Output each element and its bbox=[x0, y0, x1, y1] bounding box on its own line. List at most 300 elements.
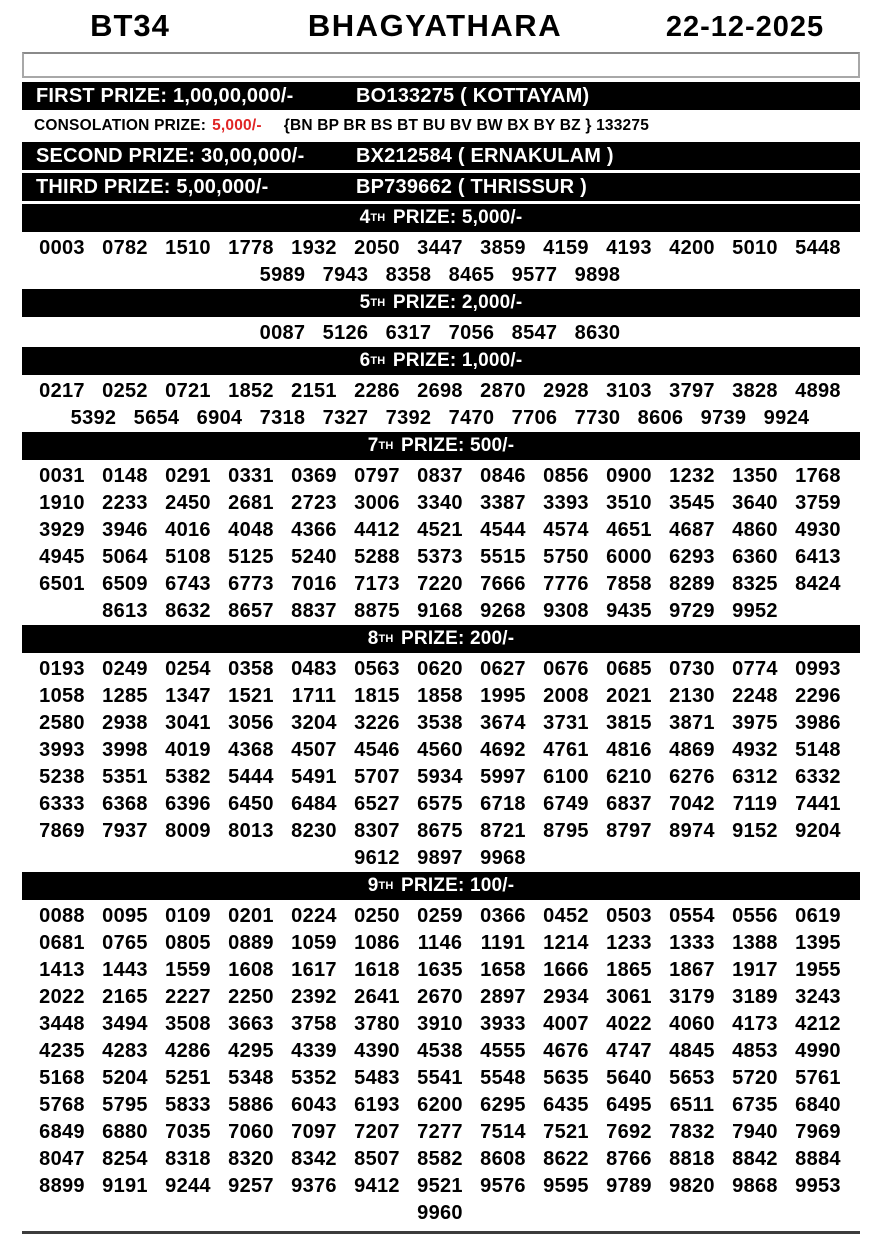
prize-number: 6837 bbox=[606, 793, 652, 815]
prize-number: 0193 bbox=[39, 658, 85, 680]
prize-number: 1214 bbox=[543, 932, 589, 954]
prize-number: 0331 bbox=[228, 465, 274, 487]
prize-number: 6450 bbox=[228, 793, 274, 815]
prize-number: 6509 bbox=[102, 573, 148, 595]
prize-number: 3929 bbox=[39, 519, 85, 541]
prize-number: 6840 bbox=[795, 1094, 841, 1116]
prize-number: 6333 bbox=[39, 793, 85, 815]
prize-number-row bbox=[0, 791, 880, 818]
prize-number: 9897 bbox=[417, 847, 463, 869]
prize-number: 0846 bbox=[480, 465, 526, 487]
prize-number: 3758 bbox=[291, 1013, 337, 1035]
prize-number: 8842 bbox=[732, 1148, 778, 1170]
prize-number: 6484 bbox=[291, 793, 337, 815]
prize-number: 2151 bbox=[291, 380, 337, 402]
prize-number: 6904 bbox=[196, 407, 243, 429]
prize-number: 1333 bbox=[669, 932, 715, 954]
prize-number: 6210 bbox=[606, 766, 652, 788]
prize-number: 7692 bbox=[606, 1121, 652, 1143]
prize-number: 4390 bbox=[354, 1040, 400, 1062]
prize-number: 4692 bbox=[480, 739, 526, 761]
prize-number: 0782 bbox=[102, 237, 148, 259]
prize-number: 4761 bbox=[543, 739, 589, 761]
prize-number: 9168 bbox=[417, 600, 463, 622]
prize-number: 6293 bbox=[669, 546, 715, 568]
prize-number-row bbox=[0, 764, 880, 791]
prize-number: 4853 bbox=[732, 1040, 778, 1062]
prize-number: 7832 bbox=[669, 1121, 715, 1143]
prize-number: 4173 bbox=[732, 1013, 778, 1035]
prize-number: 0889 bbox=[228, 932, 274, 954]
prize-number: 4932 bbox=[732, 739, 778, 761]
prize-number: 2938 bbox=[102, 712, 148, 734]
prize-number: 7097 bbox=[291, 1121, 337, 1143]
title-bar bbox=[0, 8, 880, 50]
prize-section-header: 9 TH PRIZE: 100/- bbox=[22, 872, 860, 900]
prize-number: 0837 bbox=[417, 465, 463, 487]
prize-number: 4007 bbox=[543, 1013, 589, 1035]
prize-number: 4869 bbox=[669, 739, 715, 761]
prize-number: 5483 bbox=[354, 1067, 400, 1089]
bottom-divider bbox=[22, 1231, 860, 1234]
prize-number: 3387 bbox=[480, 492, 526, 514]
prize-number: 4845 bbox=[669, 1040, 715, 1062]
prize-number: 6718 bbox=[480, 793, 526, 815]
prize-number: 5352 bbox=[291, 1067, 337, 1089]
prize-number: 8342 bbox=[291, 1148, 337, 1170]
prize-number: 1233 bbox=[606, 932, 652, 954]
prize-number: 4295 bbox=[228, 1040, 274, 1062]
prize-number-row bbox=[0, 1146, 880, 1173]
prize-number: 3986 bbox=[795, 712, 841, 734]
prize-number: 0856 bbox=[543, 465, 589, 487]
prize-number: 6849 bbox=[39, 1121, 85, 1143]
prize-number: 5515 bbox=[480, 546, 526, 568]
prize-number: 3510 bbox=[606, 492, 652, 514]
prize-number: 9924 bbox=[763, 407, 810, 429]
prize-number: 7706 bbox=[511, 407, 558, 429]
prize-number: 2934 bbox=[543, 986, 589, 1008]
prize-number: 4651 bbox=[606, 519, 652, 541]
prize-number: 8837 bbox=[291, 600, 337, 622]
prize-ordinal: 4 bbox=[359, 207, 371, 228]
prize-number: 0685 bbox=[606, 658, 652, 680]
prize-ordinal: 7 bbox=[367, 435, 379, 456]
prize-number: 1910 bbox=[39, 492, 85, 514]
prize-ordinal: 8 bbox=[367, 628, 379, 649]
prize-number: 0620 bbox=[417, 658, 463, 680]
prize-number: 1285 bbox=[102, 685, 148, 707]
prize-number: 0095 bbox=[102, 905, 148, 927]
prize-number: 3859 bbox=[480, 237, 526, 259]
prize-number: 4747 bbox=[606, 1040, 652, 1062]
prize-number: 0249 bbox=[102, 658, 148, 680]
prize-number: 3674 bbox=[480, 712, 526, 734]
prize-number: 0774 bbox=[732, 658, 778, 680]
prize-number: 3663 bbox=[228, 1013, 274, 1035]
prize-number: 3828 bbox=[732, 380, 778, 402]
prize-number: 1778 bbox=[228, 237, 274, 259]
prize-number-row bbox=[0, 737, 880, 764]
prize-number: 3006 bbox=[354, 492, 400, 514]
prize-number: 3815 bbox=[606, 712, 652, 734]
prize-section-header: 8 TH PRIZE: 200/- bbox=[22, 625, 860, 653]
third-prize-bar bbox=[22, 173, 860, 201]
prize-number: 4990 bbox=[795, 1040, 841, 1062]
prize-number: 5064 bbox=[102, 546, 148, 568]
prize-number: 2250 bbox=[228, 986, 274, 1008]
prize-number-row bbox=[0, 1065, 880, 1092]
prize-number: 0503 bbox=[606, 905, 652, 927]
prize-number: 3871 bbox=[669, 712, 715, 734]
prize-number: 5125 bbox=[228, 546, 274, 568]
prize-number: 6511 bbox=[669, 1094, 715, 1116]
prize-number: 0366 bbox=[480, 905, 526, 927]
prize-number: 0254 bbox=[165, 658, 211, 680]
prize-sections bbox=[0, 204, 880, 1227]
prize-number: 2050 bbox=[354, 237, 400, 259]
prize-number: 5548 bbox=[480, 1067, 526, 1089]
prize-number: 8582 bbox=[417, 1148, 463, 1170]
prize-number: 4574 bbox=[543, 519, 589, 541]
prize-number: 1865 bbox=[606, 959, 652, 981]
third-prize-winner: BP739662 ( THRISSUR ) bbox=[356, 175, 587, 198]
second-prize-bar bbox=[22, 142, 860, 170]
prize-number: 8307 bbox=[354, 820, 400, 842]
prize-number: 8254 bbox=[102, 1148, 148, 1170]
prize-number: 0619 bbox=[795, 905, 841, 927]
prize-number: 1232 bbox=[669, 465, 715, 487]
prize-number: 5238 bbox=[39, 766, 85, 788]
prize-number: 7441 bbox=[795, 793, 841, 815]
prize-number: 8606 bbox=[637, 407, 684, 429]
prize-number-row bbox=[0, 818, 880, 845]
prize-number: 1086 bbox=[354, 932, 400, 954]
prize-number: 2165 bbox=[102, 986, 148, 1008]
prize-number-row bbox=[0, 320, 880, 347]
second-prize-label: SECOND PRIZE: 30,00,000/- bbox=[36, 144, 305, 167]
prize-number: 6743 bbox=[165, 573, 211, 595]
prize-number: 1815 bbox=[354, 685, 400, 707]
prize-number: 1521 bbox=[228, 685, 274, 707]
prize-number: 4538 bbox=[417, 1040, 463, 1062]
prize-number: 2450 bbox=[165, 492, 211, 514]
first-prize-winner: BO133275 ( KOTTAYAM) bbox=[356, 84, 590, 107]
prize-number: 7318 bbox=[259, 407, 306, 429]
prize-number: 5833 bbox=[165, 1094, 211, 1116]
prize-number: 3204 bbox=[291, 712, 337, 734]
prize-number: 1768 bbox=[795, 465, 841, 487]
prize-number: 9412 bbox=[354, 1175, 400, 1197]
prize-number: 6413 bbox=[795, 546, 841, 568]
prize-number: 7035 bbox=[165, 1121, 211, 1143]
prize-number: 6317 bbox=[385, 322, 432, 344]
prize-number-row bbox=[0, 544, 880, 571]
prize-number: 0087 bbox=[259, 322, 306, 344]
prize-number: 1395 bbox=[795, 932, 841, 954]
prize-number: 9191 bbox=[102, 1175, 148, 1197]
prize-number: 8547 bbox=[511, 322, 558, 344]
prize-number-row bbox=[0, 984, 880, 1011]
prize-number: 4544 bbox=[480, 519, 526, 541]
prize-number: 6276 bbox=[669, 766, 715, 788]
prize-number: 8613 bbox=[102, 600, 148, 622]
prize-amount-label: PRIZE: 2,000/- bbox=[387, 292, 523, 313]
prize-number: 6200 bbox=[417, 1094, 463, 1116]
prize-number: 2580 bbox=[39, 712, 85, 734]
prize-number: 1559 bbox=[165, 959, 211, 981]
prize-ordinal: 6 bbox=[359, 350, 371, 371]
prize-number: 9521 bbox=[417, 1175, 463, 1197]
prize-number: 7042 bbox=[669, 793, 715, 815]
prize-number: 7943 bbox=[322, 264, 369, 286]
prize-number: 5288 bbox=[354, 546, 400, 568]
prize-number: 1917 bbox=[732, 959, 778, 981]
prize-number: 8358 bbox=[385, 264, 432, 286]
prize-number: 7730 bbox=[574, 407, 621, 429]
prize-number: 5010 bbox=[732, 237, 778, 259]
prize-number: 0259 bbox=[417, 905, 463, 927]
prize-number: 1058 bbox=[39, 685, 85, 707]
prize-number: 0369 bbox=[291, 465, 337, 487]
prize-number: 7119 bbox=[732, 793, 778, 815]
prize-number: 8009 bbox=[165, 820, 211, 842]
prize-amount-label: PRIZE: 5,000/- bbox=[387, 207, 523, 228]
prize-number: 6000 bbox=[606, 546, 652, 568]
prize-number: 3731 bbox=[543, 712, 589, 734]
prize-number: 7016 bbox=[291, 573, 337, 595]
prize-number: 8675 bbox=[417, 820, 463, 842]
prize-number: 3179 bbox=[669, 986, 715, 1008]
prize-number: 0148 bbox=[102, 465, 148, 487]
prize-number: 6043 bbox=[291, 1094, 337, 1116]
prize-number: 6360 bbox=[732, 546, 778, 568]
prize-number: 9257 bbox=[228, 1175, 274, 1197]
prize-number-row bbox=[0, 463, 880, 490]
prize-number: 0483 bbox=[291, 658, 337, 680]
prize-number: 1852 bbox=[228, 380, 274, 402]
prize-number: 9376 bbox=[291, 1175, 337, 1197]
prize-number: 1658 bbox=[480, 959, 526, 981]
prize-number: 4159 bbox=[543, 237, 589, 259]
prize-number: 5108 bbox=[165, 546, 211, 568]
prize-number: 4368 bbox=[228, 739, 274, 761]
prize-number: 5448 bbox=[795, 237, 841, 259]
prize-number: 0291 bbox=[165, 465, 211, 487]
consolation-label: CONSOLATION PRIZE: bbox=[34, 117, 207, 134]
prize-number: 4546 bbox=[354, 739, 400, 761]
prize-number: 3056 bbox=[228, 712, 274, 734]
prize-number: 7470 bbox=[448, 407, 495, 429]
prize-number-row bbox=[0, 656, 880, 683]
prize-amount-label: PRIZE: 100/- bbox=[395, 875, 515, 896]
prize-number: 4412 bbox=[354, 519, 400, 541]
prize-number: 5491 bbox=[291, 766, 337, 788]
prize-number: 5126 bbox=[322, 322, 369, 344]
prize-number: 6295 bbox=[480, 1094, 526, 1116]
prize-number: 6501 bbox=[39, 573, 85, 595]
prize-number: 7869 bbox=[39, 820, 85, 842]
prize-number-row bbox=[0, 262, 880, 289]
prize-number: 2723 bbox=[291, 492, 337, 514]
second-prize-winner: BX212584 ( ERNAKULAM ) bbox=[356, 144, 614, 167]
prize-number: 2248 bbox=[732, 685, 778, 707]
prize-number: 9820 bbox=[669, 1175, 715, 1197]
prize-number: 4286 bbox=[165, 1040, 211, 1062]
prize-number-row bbox=[0, 903, 880, 930]
prize-number: 5351 bbox=[102, 766, 148, 788]
prize-number: 1608 bbox=[228, 959, 274, 981]
prize-number: 3640 bbox=[732, 492, 778, 514]
prize-number: 8657 bbox=[228, 600, 274, 622]
blank-input-box bbox=[22, 52, 860, 78]
prize-number-row bbox=[0, 598, 880, 625]
prize-number: 7173 bbox=[354, 573, 400, 595]
prize-number: 0556 bbox=[732, 905, 778, 927]
prize-number-row bbox=[0, 1038, 880, 1065]
prize-number: 2681 bbox=[228, 492, 274, 514]
prize-number: 0765 bbox=[102, 932, 148, 954]
prize-number: 7666 bbox=[480, 573, 526, 595]
prize-number: 3243 bbox=[795, 986, 841, 1008]
prize-number: 3226 bbox=[354, 712, 400, 734]
prize-section bbox=[0, 432, 880, 625]
prize-number: 4676 bbox=[543, 1040, 589, 1062]
prize-number: 3759 bbox=[795, 492, 841, 514]
prize-section-header: 6 TH PRIZE: 1,000/- bbox=[22, 347, 860, 375]
prize-number: 9595 bbox=[543, 1175, 589, 1197]
prize-number: 5635 bbox=[543, 1067, 589, 1089]
prize-number: 3340 bbox=[417, 492, 463, 514]
prize-number: 3494 bbox=[102, 1013, 148, 1035]
prize-number: 4048 bbox=[228, 519, 274, 541]
prize-number: 7514 bbox=[480, 1121, 526, 1143]
prize-number: 2392 bbox=[291, 986, 337, 1008]
prize-section bbox=[0, 872, 880, 1227]
prize-number: 1618 bbox=[354, 959, 400, 981]
prize-number: 5373 bbox=[417, 546, 463, 568]
prize-number: 5148 bbox=[795, 739, 841, 761]
prize-number: 6773 bbox=[228, 573, 274, 595]
prize-number: 1388 bbox=[732, 932, 778, 954]
prize-number: 3393 bbox=[543, 492, 589, 514]
prize-number-row bbox=[0, 235, 880, 262]
prize-number: 2008 bbox=[543, 685, 589, 707]
prize-number: 4283 bbox=[102, 1040, 148, 1062]
prize-number: 1858 bbox=[417, 685, 463, 707]
prize-number: 0676 bbox=[543, 658, 589, 680]
prize-section-header: 7 TH PRIZE: 500/- bbox=[22, 432, 860, 460]
prize-number-row bbox=[0, 490, 880, 517]
prize-number: 0805 bbox=[165, 932, 211, 954]
prize-number: 8013 bbox=[228, 820, 274, 842]
prize-number: 1350 bbox=[732, 465, 778, 487]
first-prize-bar bbox=[22, 82, 860, 110]
prize-number: 7858 bbox=[606, 573, 652, 595]
prize-number-row bbox=[0, 517, 880, 544]
prize-number-row bbox=[0, 957, 880, 984]
page-title: BHAGYATHARA bbox=[307, 8, 563, 43]
prize-number: 4945 bbox=[39, 546, 85, 568]
prize-number: 1867 bbox=[669, 959, 715, 981]
prize-number: 5251 bbox=[165, 1067, 211, 1089]
prize-number: 3933 bbox=[480, 1013, 526, 1035]
prize-number: 2641 bbox=[354, 986, 400, 1008]
prize-number: 8047 bbox=[39, 1148, 85, 1170]
prize-number: 5541 bbox=[417, 1067, 463, 1089]
prize-number: 4212 bbox=[795, 1013, 841, 1035]
prize-number: 8766 bbox=[606, 1148, 652, 1170]
consolation-series: {BN BP BR BS BT BU BV BW BX BY BZ } 133275 bbox=[283, 117, 650, 134]
prize-number: 1711 bbox=[291, 685, 337, 707]
prize-number: 0217 bbox=[39, 380, 85, 402]
prize-number: 7940 bbox=[732, 1121, 778, 1143]
prize-number: 8608 bbox=[480, 1148, 526, 1170]
prize-number-row bbox=[0, 405, 880, 432]
prize-number: 8318 bbox=[165, 1148, 211, 1170]
prize-number: 4521 bbox=[417, 519, 463, 541]
prize-number-row bbox=[0, 1173, 880, 1200]
prize-number: 1191 bbox=[480, 932, 526, 954]
prize-number: 4019 bbox=[165, 739, 211, 761]
prize-number: 7327 bbox=[322, 407, 369, 429]
prize-number: 3189 bbox=[732, 986, 778, 1008]
prize-number: 5654 bbox=[133, 407, 180, 429]
prize-number: 4016 bbox=[165, 519, 211, 541]
prize-number: 1413 bbox=[39, 959, 85, 981]
prize-number: 9308 bbox=[543, 600, 589, 622]
prize-number: 8632 bbox=[165, 600, 211, 622]
prize-number: 5886 bbox=[228, 1094, 274, 1116]
prize-number: 0003 bbox=[39, 237, 85, 259]
prize-number: 9576 bbox=[480, 1175, 526, 1197]
prize-number: 3538 bbox=[417, 712, 463, 734]
prize-number: 8630 bbox=[574, 322, 621, 344]
prize-number-row bbox=[0, 1011, 880, 1038]
prize-number: 7521 bbox=[543, 1121, 589, 1143]
prize-number: 8289 bbox=[669, 573, 715, 595]
prize-number: 1955 bbox=[795, 959, 841, 981]
prize-number: 5653 bbox=[669, 1067, 715, 1089]
prize-number: 2227 bbox=[165, 986, 211, 1008]
prize-number: 5444 bbox=[228, 766, 274, 788]
prize-number-row bbox=[0, 930, 880, 957]
prize-number: 5997 bbox=[480, 766, 526, 788]
prize-number: 5934 bbox=[417, 766, 463, 788]
prize-number: 8320 bbox=[228, 1148, 274, 1170]
prize-number: 9152 bbox=[732, 820, 778, 842]
prize-number: 8507 bbox=[354, 1148, 400, 1170]
prize-number: 3797 bbox=[669, 380, 715, 402]
prize-number: 5989 bbox=[259, 264, 306, 286]
prize-number: 7392 bbox=[385, 407, 432, 429]
prize-section bbox=[0, 289, 880, 347]
prize-number: 5750 bbox=[543, 546, 589, 568]
prize-number: 9577 bbox=[511, 264, 558, 286]
prize-number: 8818 bbox=[669, 1148, 715, 1170]
prize-number: 2233 bbox=[102, 492, 148, 514]
prize-number: 9435 bbox=[606, 600, 652, 622]
prize-number: 2021 bbox=[606, 685, 652, 707]
prize-number: 3545 bbox=[669, 492, 715, 514]
prize-number-row bbox=[0, 378, 880, 405]
prize-number: 4560 bbox=[417, 739, 463, 761]
prize-number: 4507 bbox=[291, 739, 337, 761]
prize-number: 7776 bbox=[543, 573, 589, 595]
prize-number: 8875 bbox=[354, 600, 400, 622]
prize-number-row bbox=[0, 1119, 880, 1146]
prize-number: 7937 bbox=[102, 820, 148, 842]
